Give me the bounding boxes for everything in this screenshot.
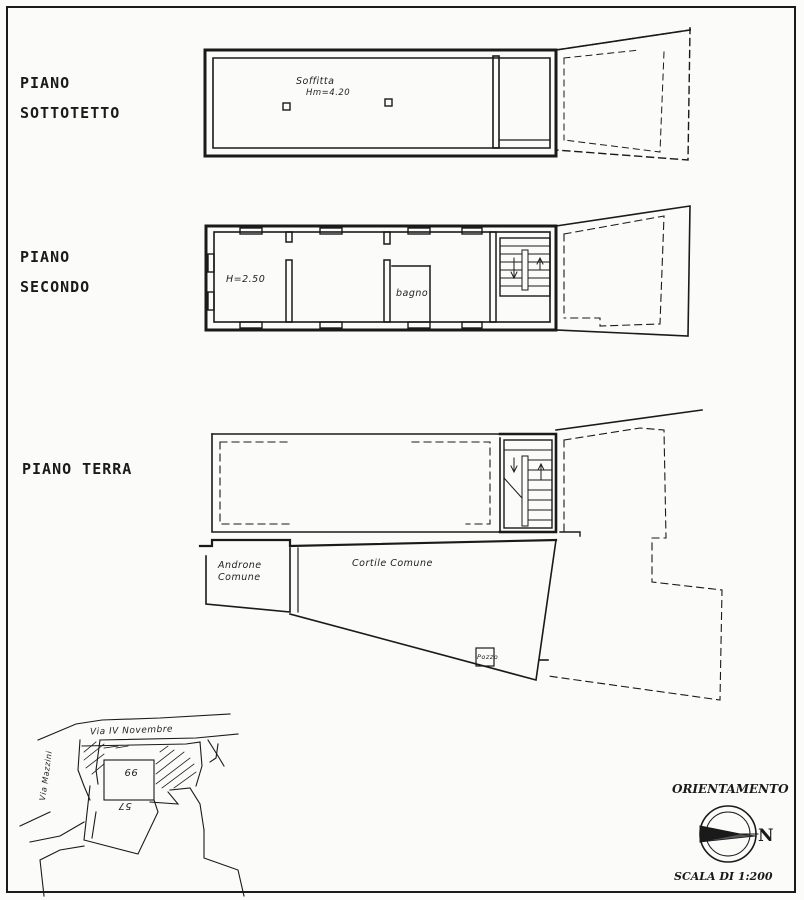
room-label-pozzo: Pozzo — [477, 653, 499, 661]
parcel-number-99: 99 — [124, 766, 138, 777]
room-label-bagno: bagno — [396, 288, 429, 299]
plan-sottotetto — [205, 28, 690, 160]
room-label-androne: Androne Comune — [218, 560, 262, 583]
room-label-soffitta: Soffitta — [296, 76, 335, 87]
room-label-cortile: Cortile Comune — [352, 558, 433, 569]
plan-terra — [200, 410, 722, 700]
street-label-via-mazzini: Via Mazzini — [38, 750, 54, 802]
location-map — [20, 714, 244, 896]
parcel-number-57: 57 — [118, 800, 132, 811]
north-arrow-compass — [700, 806, 758, 862]
street-label-via-iv-novembre: Via IV Novembre — [89, 724, 174, 738]
plan-secondo — [206, 206, 690, 336]
floor-label-terra: PIANO TERRA — [22, 460, 133, 478]
room-height-secondo: H=2.50 — [226, 274, 266, 285]
floor-label-secondo: PIANO SECONDO — [20, 248, 91, 296]
floor-label-sottotetto: PIANO SOTTOTETTO — [20, 74, 121, 122]
orientation-label: ORIENTAMENTO — [672, 782, 789, 796]
room-height-soffitta: Hm=4.20 — [306, 88, 351, 98]
scale-label: SCALA DI 1:200 — [674, 870, 773, 883]
north-letter: N — [758, 826, 774, 846]
